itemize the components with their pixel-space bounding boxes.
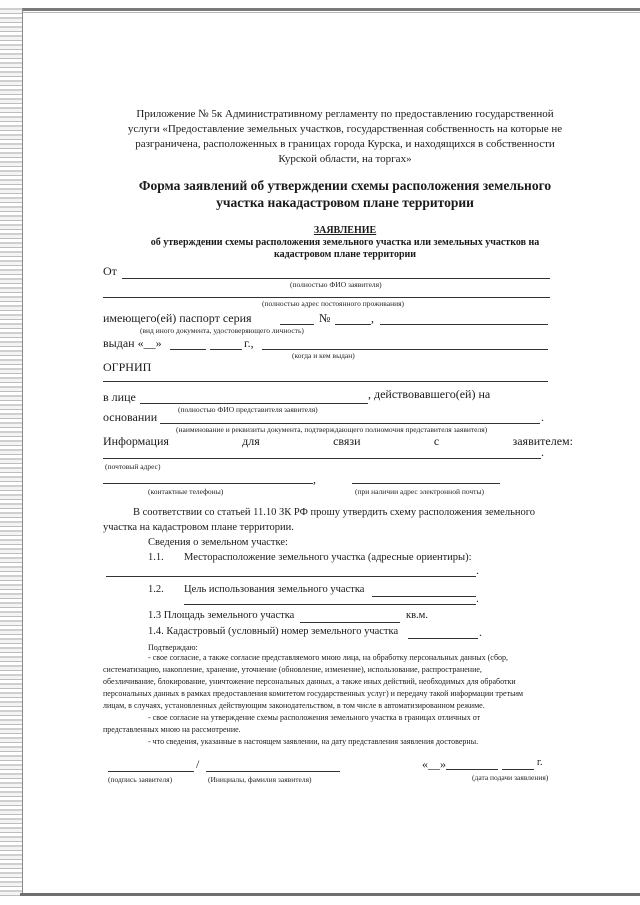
contact-info-heading (103, 434, 573, 449)
signature-line[interactable] (108, 771, 194, 772)
consent-line-2: систематизацию, накопление, хранение, уточнение (обновление, изменение), использование, распространение, (103, 665, 482, 674)
confirm-label: Подтверждаю: (148, 643, 198, 652)
location-period: . (476, 563, 479, 577)
request-paragraph-2: участка на кадастровом плане территории. (103, 522, 294, 533)
purpose-period: . (476, 591, 479, 605)
appendix-line-3: разграничена, расположенных в границах города Курска, и находящихся в собственности (135, 138, 555, 150)
basis-period: . (541, 410, 544, 424)
issued-caption: (когда и кем выдан) (292, 351, 355, 360)
representative-caption: (полностью ФИО представителя заявителя) (178, 405, 318, 414)
form-title-line-2: участка накадастровом плане территории (216, 195, 474, 210)
scan-edge-top (20, 8, 640, 11)
item-1-2-label: Цель использования земельного участка (184, 584, 365, 595)
consent-line-3: обезличивание, блокирование, уничтожение персональных данных, а также иных действий, необходимых для обработки (103, 677, 516, 686)
passport-number-line[interactable] (335, 324, 371, 325)
email-line[interactable] (352, 483, 500, 484)
scan-edge-left-line (22, 8, 23, 896)
consent-line-5: лицам, в случаях, установленных действующим законодательством, в том числе в автоматизированном режиме. (103, 701, 485, 710)
issued-by-line[interactable] (262, 349, 548, 350)
document-caption: (вид иного документа, удостоверяющего личность) (140, 326, 304, 335)
contact-word-3: связи (333, 434, 361, 448)
ogrnip-label: ОГРНИП (103, 360, 152, 374)
from-label: От (103, 264, 117, 278)
postal-address-line[interactable] (103, 458, 541, 459)
contact-word-4: с (433, 434, 440, 448)
basis-label: основании (103, 410, 158, 424)
phones-caption: (контактные телефоны) (148, 487, 224, 496)
consent-line-1: - свое согласие, а также согласие представляемого мною лица, на обработку персональных данных (сбор, (148, 653, 509, 662)
phones-line[interactable] (103, 483, 313, 484)
date-open: «__» (422, 757, 446, 771)
number-sign: № (319, 311, 331, 325)
applicant-address-line[interactable] (103, 297, 550, 298)
form-title-line-1: Форма заявлений об утверждении схемы расположения земельного (138, 178, 552, 193)
item-1-3-label: 1.3 Площадь земельного участка (148, 610, 295, 621)
consent3-line: - что сведения, указанные в настоящем заявлении, на дату представления заявления достоверны. (148, 737, 479, 746)
area-line[interactable] (300, 622, 400, 623)
cadastral-number-line[interactable] (408, 638, 478, 639)
representative-fio-line[interactable] (140, 403, 368, 404)
date-year-suffix: г. (537, 757, 543, 768)
scan-edge-bottom (20, 893, 640, 896)
ogrnip-line[interactable] (103, 381, 548, 382)
initials-caption: (Инициалы, фамилия заявителя) (208, 775, 312, 784)
area-unit: кв.м. (406, 610, 428, 621)
basis-document-line[interactable] (160, 423, 540, 424)
basis-caption: (наименование и реквизиты документа, подтверждающего полномочия представителя заявителя) (176, 425, 488, 434)
contact-word-1: Информация (103, 434, 169, 448)
date-year-line[interactable] (502, 769, 534, 770)
item-1-1-number: 1.1. (148, 552, 164, 563)
purpose-line-1[interactable] (372, 596, 476, 597)
email-caption: (при наличии адрес электронной почты) (355, 487, 484, 496)
appendix-line-4: Курской области, на торгах» (278, 153, 412, 165)
item-1-2-number-text: 1.2. (148, 584, 164, 595)
passport-series-line[interactable] (280, 324, 314, 325)
passport-label: имеющего(ей) паспорт серия (103, 311, 252, 325)
phones-comma: , (313, 472, 316, 486)
statement-subheading-2: кадастровом плане территории (273, 249, 417, 260)
issued-year-suffix: г., (244, 336, 254, 350)
statement-subheading-1: об утверждении схемы расположения земельного участка или земельных участков на (150, 237, 540, 248)
acting-label: , действовавшего(ей) на (368, 387, 491, 401)
consent2-line-1: - свое согласие на утверждение схемы расположения земельного участка в границах отличных от (148, 713, 481, 722)
issued-month-line[interactable] (170, 349, 206, 350)
scan-edge-left (0, 8, 22, 896)
appendix-line-1: Приложение № 5к Административному регламенту по предоставлению государственной (136, 108, 554, 120)
scan-edge-top-thin (20, 12, 640, 13)
contact-word-2: для (242, 434, 260, 448)
passport-extra-line[interactable] (380, 324, 548, 325)
location-line[interactable] (106, 576, 476, 577)
plot-info-label: Сведения о земельном участке: (148, 537, 288, 548)
postal-caption: (почтовый адрес) (105, 462, 161, 471)
consent2-line-2: представленных мною на рассмотрение. (103, 725, 241, 734)
consent-line-4: персональных данных в рамках предоставления комитетом государственных услуг) и передачу такой информации третьим (103, 689, 524, 698)
in-face-label: в лице (103, 390, 136, 404)
date-caption: (дата подачи заявления) (472, 773, 549, 782)
applicant-fio-caption: (полностью ФИО заявителя) (290, 280, 382, 289)
issued-label: выдан «__» (103, 336, 162, 350)
request-paragraph-1: В соответствии со статьей 11.10 ЗК РФ прошу утвердить схему расположения земельного (133, 507, 536, 518)
applicant-address-caption: (полностью адрес постоянного проживания) (262, 299, 405, 308)
statement-heading: ЗАЯВЛЕНИЕ (313, 225, 377, 236)
applicant-fio-line[interactable] (122, 278, 550, 279)
signature-caption: (подпись заявителя) (108, 775, 173, 784)
contact-word-5: заявителем: (512, 434, 573, 448)
item-1-1-label: Месторасположение земельного участка (адресные ориентиры): (184, 552, 472, 563)
postal-period: . (541, 445, 544, 459)
appendix-line-2: услуги «Предоставление земельных участков, государственная собственность на которые не (127, 123, 563, 135)
item-1-4-label: 1.4. Кадастровый (условный) номер земельного участка (148, 626, 399, 637)
initials-line[interactable] (206, 771, 340, 772)
purpose-line-2[interactable] (184, 604, 476, 605)
issued-year-line[interactable] (210, 349, 242, 350)
cadastral-period: . (479, 625, 482, 639)
passport-comma: , (371, 311, 374, 325)
signature-slash: / (196, 757, 200, 771)
date-month-line[interactable] (446, 769, 498, 770)
